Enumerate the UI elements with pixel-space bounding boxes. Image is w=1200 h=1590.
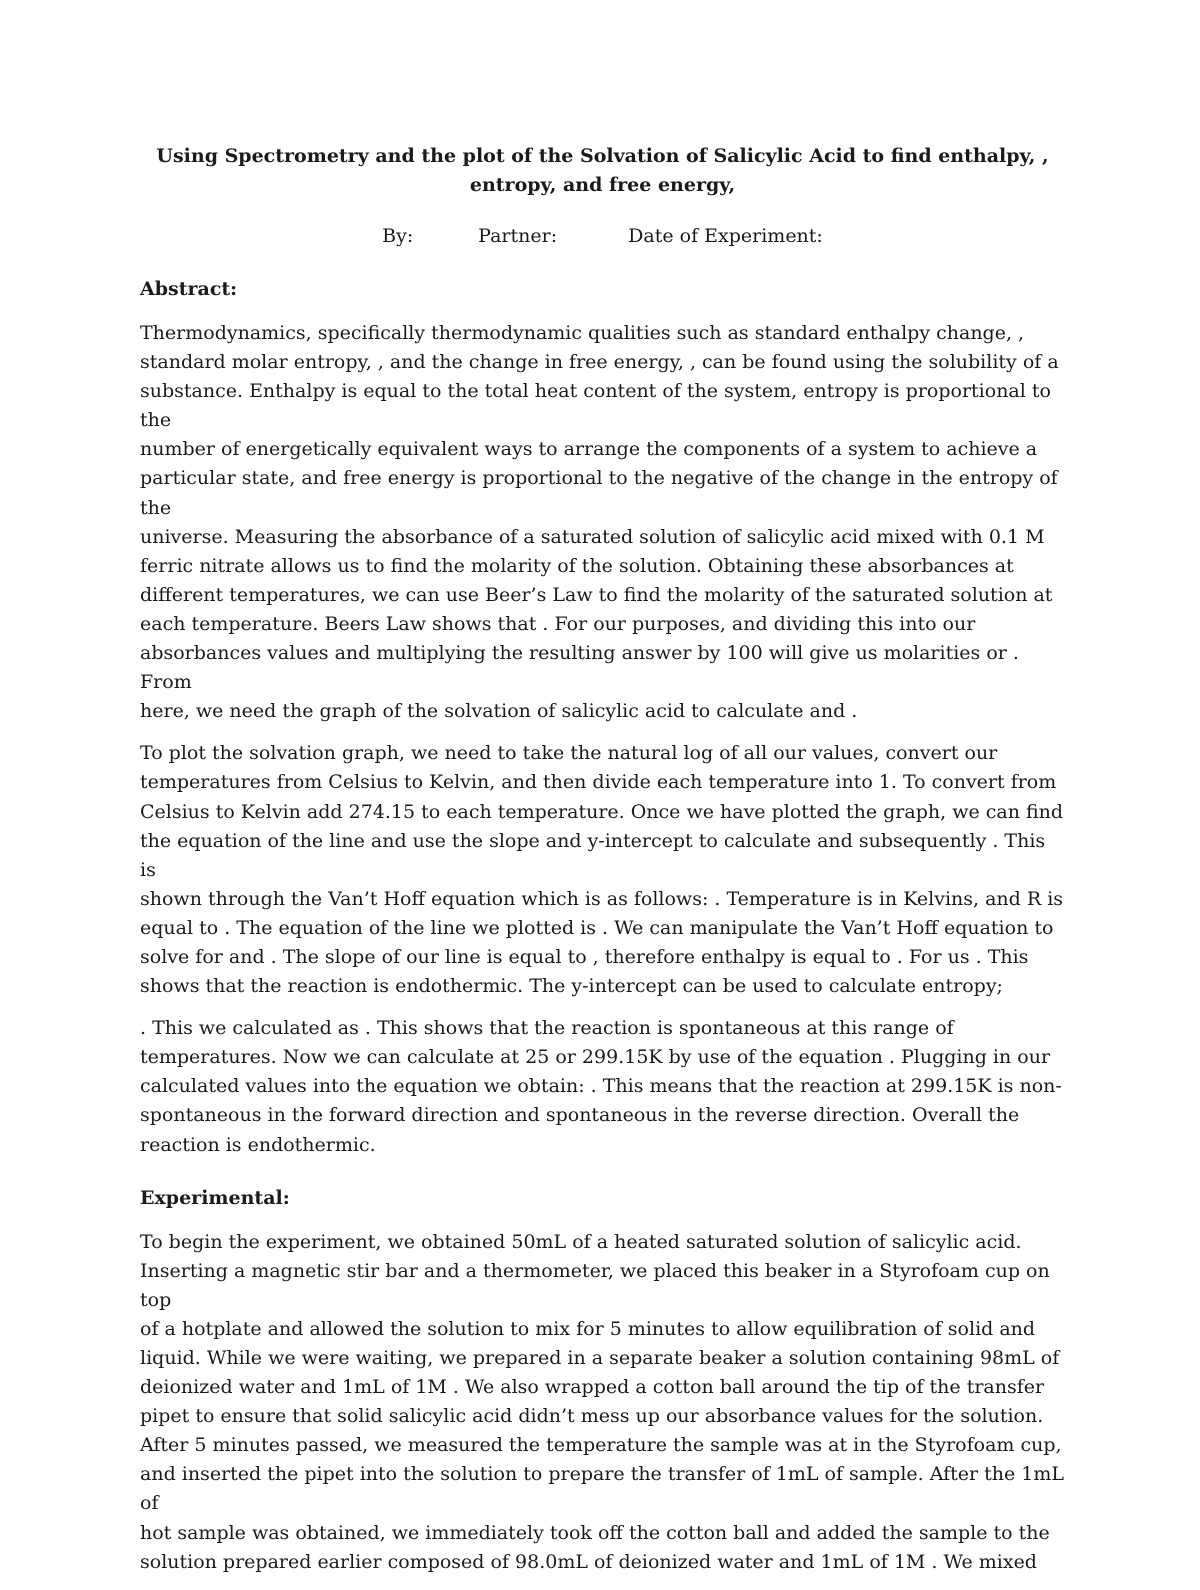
- abstract-paragraph-2: To plot the solvation graph, we need to take the natural log of all our values, convert our temperatures from Celsius to Kelvin, and then divide each temperature into 1. To convert from Celsius to Kelvin add 274.15 to each temperature. Once we have plotted the graph, we can find the equation of the line and use the slope and y-intercept to calculate and subsequently . This is shown through the Van’t Hoff equation which is as follows: . Temperature is in Kelvins, and R is equal to . The equation of the line we plotted is . We can manipulate the Van’t Hoff equation to solve for and . The slope of our line is equal to , therefore enthalpy is equal to . For us . This shows that the reaction is endothermic. The y-intercept can be used to calculate entropy;: [140, 742, 1064, 998]
- byline-date: Date of Experiment:: [628, 225, 823, 247]
- byline-author: By:: [382, 225, 414, 247]
- experimental-paragraph-1: To begin the experiment, we obtained 50mL of a heated saturated solution of salicylic acid. Inserting a magnetic stir bar and a thermometer, we placed this beaker in a Styrofoam cup on top of a hotplate and allowed the solution to mix for 5 minutes to allow equilibration of solid and liquid. While we were waiting, we prepared in a separate beaker a solution containing 98mL of deionized water and 1mL of 1M . We also wrapped a cotton ball around the tip of the transfer pipet to ensure that solid salicylic acid didn’t mess up our absorbance values for the solution. After 5 minutes passed, we measured the temperature the sample was at in the Styrofoam cup, and inserted the pipet into the solution to prepare the transfer of 1mL of sample. After the 1mL of hot sample was obtained, we immediately took off the cotton ball and added the sample to the solution prepared earlier composed of 98.0mL of deionized water and 1mL of 1M . We mixed: [140, 1230, 1065, 1573]
- title-line-2: entropy, and free energy,: [469, 174, 736, 196]
- abstract-paragraph-3: . This we calculated as . This shows that the reaction is spontaneous at this range of temperatures. Now we can calculate at 25 or 299.15K by use of the equation . Plugging in our calculated values into the equation we obtain: . This means that the reaction at 299.15K is non- spontaneous in the forward direction and spontaneous in the reverse direction. Overall the reaction is endothermic.: [140, 1017, 1062, 1156]
- document-page: [140, 142, 1065, 1590]
- experimental-heading: Experimental:: [140, 1186, 290, 1209]
- abstract-heading: Abstract:: [140, 278, 238, 300]
- abstract-paragraph-1: Thermodynamics, specifically thermodynamic qualities such as standard enthalpy change, , standard molar entropy, , and the change in free energy, , can be found using the solubility of a substance. Enthalpy is equal to the total heat content of the system, entropy is proportional to the number of energetically equivalent ways to arrange the components of a system to achieve a particular state, and free energy is proportional to the negative of the change in the entropy of the universe. Measuring the absorbance of a saturated solution of salicylic acid mixed with 0.1 M ferric nitrate allows us to find the molarity of the solution. Obtaining these absorbances at different temperatures, we can use Beer’s Law to find the molarity of the saturated solution at each temperature. Beers Law shows that . For our purposes, and dividing this into our absorbances values and multiplying the resulting answer by 100 will give us molarities or . From here, we need the graph of the solvation of salicylic acid to calculate and .: [140, 322, 1059, 723]
- title-line-1: Using Spectrometry and the plot of the Solvation of Salicylic Acid to find enthalpy, ,: [156, 145, 1049, 167]
- document-title: [140, 142, 1065, 200]
- byline: [140, 221, 1065, 251]
- byline-partner: Partner:: [478, 225, 558, 247]
